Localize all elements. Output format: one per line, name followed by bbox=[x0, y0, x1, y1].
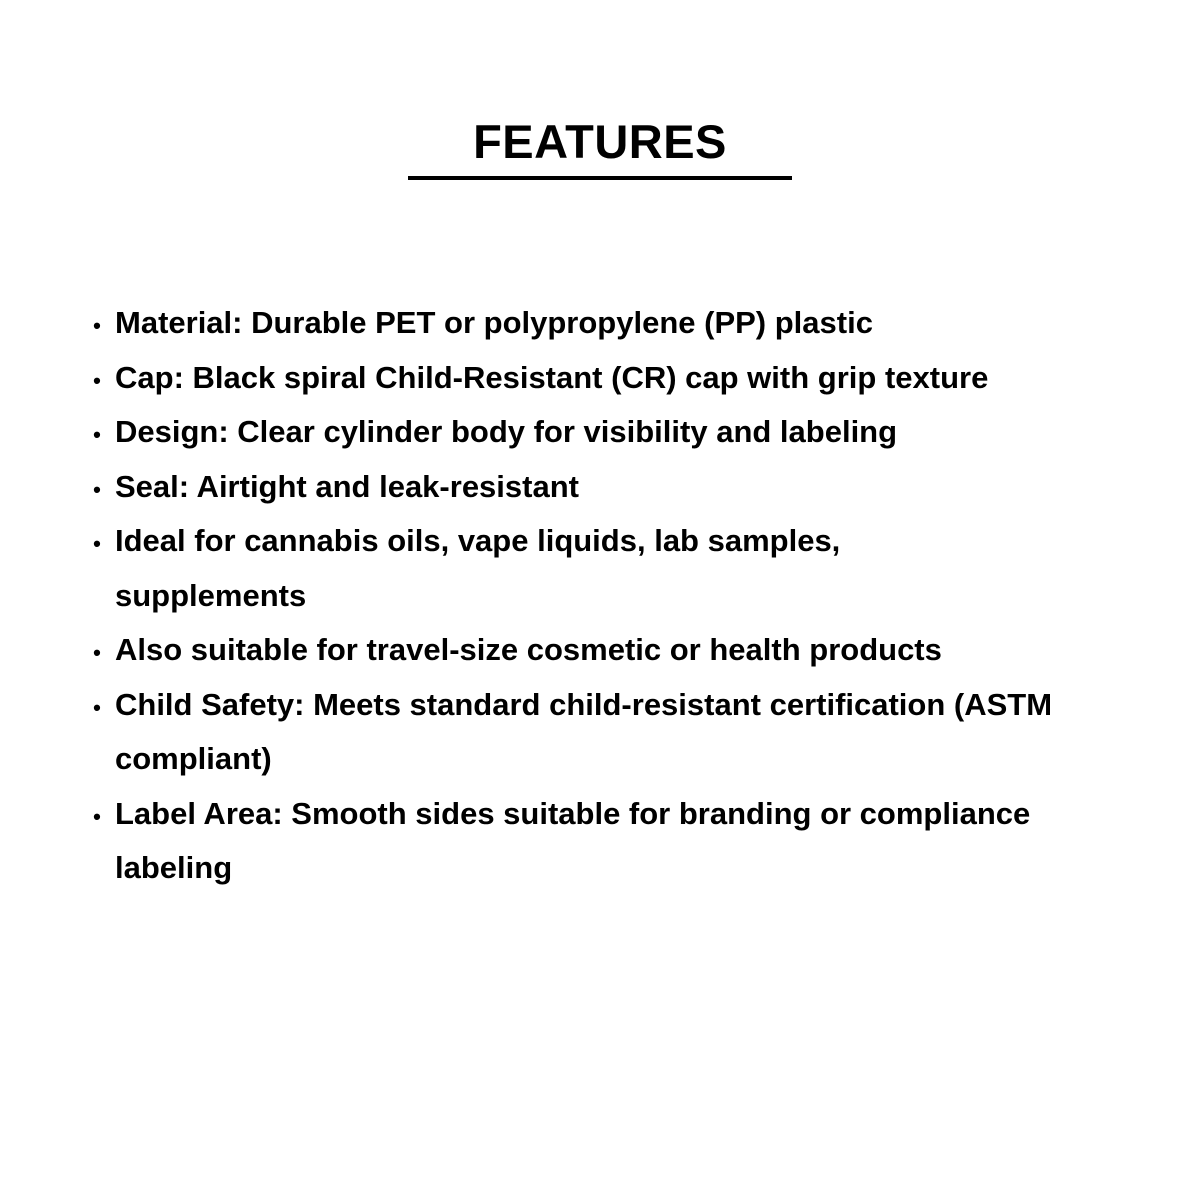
feature-item-design bbox=[0, 405, 1200, 460]
page-title: FEATURES bbox=[473, 115, 727, 168]
bullet-icon: • bbox=[93, 803, 101, 829]
bullet-icon: • bbox=[93, 367, 101, 393]
features-list bbox=[0, 296, 1200, 896]
feature-item-label-area bbox=[0, 787, 1200, 896]
feature-item-seal bbox=[0, 460, 1200, 515]
feature-item-also-suitable bbox=[0, 623, 1200, 678]
bullet-icon: • bbox=[93, 694, 101, 720]
feature-item-cap bbox=[0, 351, 1200, 406]
feature-item-ideal-uses bbox=[0, 514, 1200, 623]
feature-text: Also suitable for travel-size cosmetic or health products bbox=[115, 632, 942, 667]
bullet-icon: • bbox=[93, 313, 101, 338]
title-underline-divider bbox=[408, 176, 792, 180]
feature-text: Seal: Airtight and leak-resistant bbox=[115, 468, 579, 504]
feature-text: Ideal for cannabis oils, vape liquids, lab samples, supplements bbox=[115, 523, 841, 613]
feature-text: Design: Clear cylinder body for visibility and labeling bbox=[115, 414, 898, 449]
feature-item-material bbox=[0, 296, 1200, 351]
feature-text: Child Safety: Meets standard child-resistant certification (ASTM compliant) bbox=[115, 686, 1053, 776]
feature-text: Cap: Black spiral Child-Resistant (CR) cap with grip texture bbox=[115, 359, 989, 395]
feature-text: Label Area: Smooth sides suitable for branding or compliance labeling bbox=[115, 795, 1031, 885]
bullet-icon: • bbox=[93, 476, 101, 502]
bullet-icon: • bbox=[93, 531, 101, 556]
feature-item-child-safety bbox=[0, 678, 1200, 787]
bullet-icon: • bbox=[93, 422, 101, 447]
feature-text: Material: Durable PET or polypropylene (PP) plastic bbox=[115, 305, 873, 340]
bullet-icon: • bbox=[93, 640, 101, 665]
